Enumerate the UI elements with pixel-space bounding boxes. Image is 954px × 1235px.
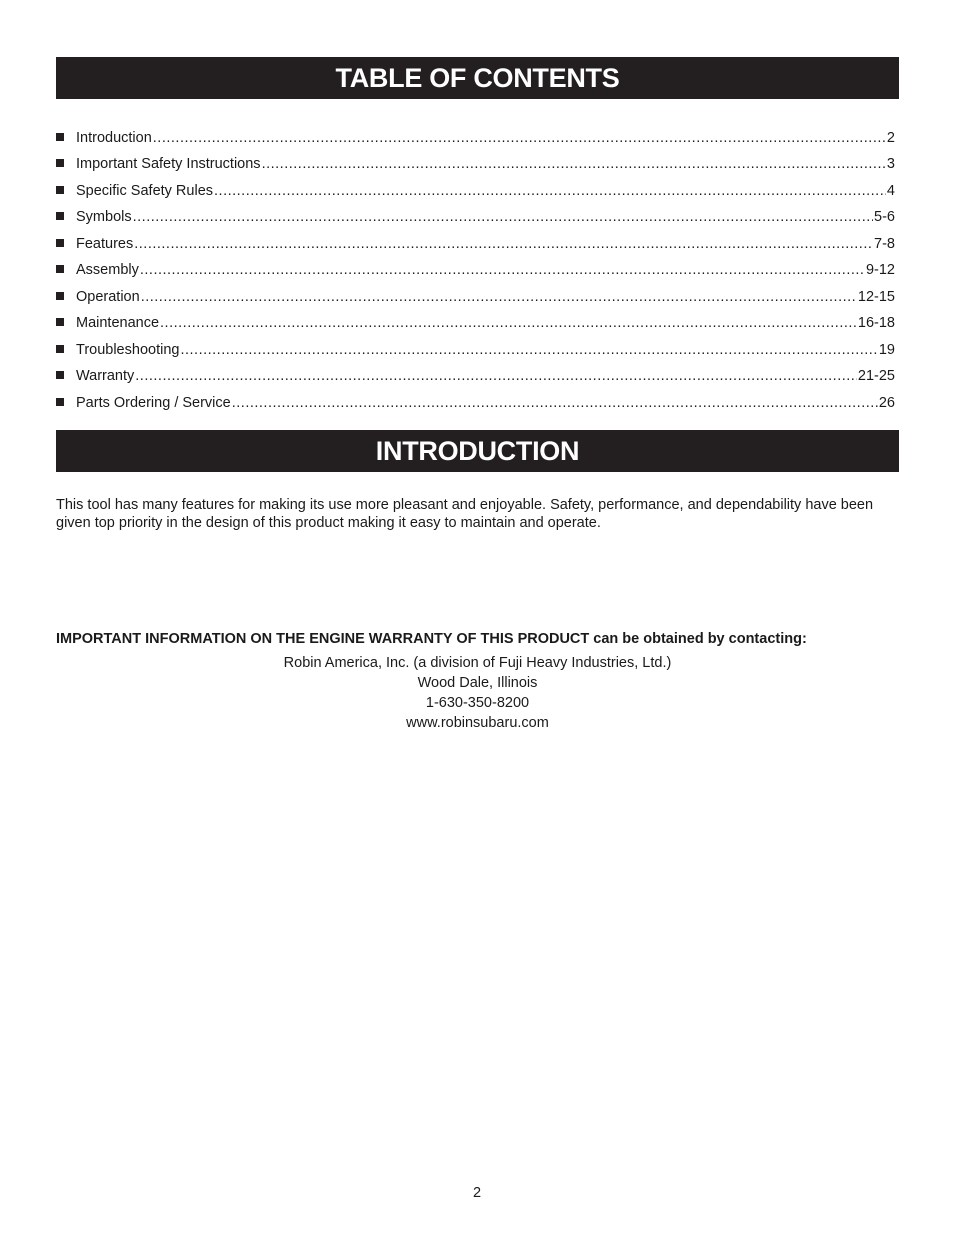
square-bullet-icon bbox=[56, 371, 64, 379]
toc-item-label: Specific Safety Rules bbox=[76, 182, 214, 199]
dot-leader bbox=[141, 289, 857, 305]
toc-item[interactable] bbox=[56, 384, 899, 411]
toc-item[interactable] bbox=[56, 358, 899, 385]
introduction-heading: INTRODUCTION bbox=[56, 430, 899, 472]
square-bullet-icon bbox=[56, 239, 64, 247]
dot-leader bbox=[160, 315, 857, 331]
toc-item[interactable] bbox=[56, 252, 899, 279]
toc-item[interactable] bbox=[56, 172, 899, 199]
square-bullet-icon bbox=[56, 159, 64, 167]
contact-company: Robin America, Inc. (a division of Fuji Heavy Industries, Ltd.) bbox=[283, 654, 672, 671]
toc-item[interactable] bbox=[56, 119, 899, 146]
dot-leader bbox=[180, 342, 877, 358]
engine-warranty-heading: IMPORTANT INFORMATION ON THE ENGINE WARRANTY OF THIS PRODUCT can be obtained by contacting: bbox=[56, 630, 807, 647]
contact-city: Wood Dale, Illinois bbox=[417, 674, 538, 691]
toc-item-page: 3 bbox=[886, 156, 895, 172]
contact-block bbox=[56, 653, 899, 733]
toc-item[interactable] bbox=[56, 331, 899, 358]
introduction-paragraph: This tool has many features for making its use more pleasant and enjoyable. Safety, performance, and dependability have been given top priority in the design of this product making it easy to maintain and operate. bbox=[56, 496, 874, 531]
toc-item-label: Maintenance bbox=[76, 315, 160, 331]
toc-item[interactable] bbox=[56, 278, 899, 305]
square-bullet-icon bbox=[56, 212, 64, 220]
toc-item-label: Introduction bbox=[76, 129, 152, 146]
toc-item-page: 26 bbox=[878, 394, 895, 411]
toc-item-label: Warranty bbox=[76, 368, 135, 384]
toc-item[interactable] bbox=[56, 199, 899, 226]
dot-leader bbox=[133, 209, 873, 225]
dot-leader bbox=[153, 130, 886, 146]
toc-item-page: 16-18 bbox=[857, 315, 895, 331]
square-bullet-icon bbox=[56, 318, 64, 326]
square-bullet-icon bbox=[56, 265, 64, 273]
dot-leader bbox=[214, 183, 886, 199]
toc-item-page: 7-8 bbox=[874, 235, 895, 252]
toc-item-label: Parts Ordering / Service bbox=[76, 394, 231, 411]
toc-item-label: Troubleshooting bbox=[76, 341, 180, 358]
toc-item-page: 5-6 bbox=[874, 209, 895, 225]
document-page bbox=[56, 57, 899, 733]
square-bullet-icon bbox=[56, 186, 64, 194]
toc-item-label: Features bbox=[76, 235, 134, 252]
toc-item[interactable] bbox=[56, 305, 899, 332]
contact-website[interactable]: www.robinsubaru.com bbox=[406, 714, 549, 731]
toc-list bbox=[56, 119, 899, 411]
square-bullet-icon bbox=[56, 133, 64, 141]
toc-item-page: 19 bbox=[878, 341, 895, 358]
page-number: 2 bbox=[472, 1185, 482, 1201]
toc-item-page: 2 bbox=[886, 129, 895, 146]
toc-item[interactable] bbox=[56, 146, 899, 173]
toc-item-label: Operation bbox=[76, 288, 140, 305]
toc-heading: TABLE OF CONTENTS bbox=[56, 57, 899, 99]
toc-item-page: 21-25 bbox=[857, 368, 895, 384]
toc-item-label: Important Safety Instructions bbox=[76, 156, 261, 172]
square-bullet-icon bbox=[56, 398, 64, 406]
contact-phone: 1-630-350-8200 bbox=[425, 694, 530, 711]
dot-leader bbox=[232, 395, 878, 411]
dot-leader bbox=[135, 368, 857, 384]
dot-leader bbox=[134, 236, 873, 252]
toc-item-page: 9-12 bbox=[865, 262, 895, 278]
toc-item-page: 12-15 bbox=[857, 288, 895, 305]
toc-item-label: Assembly bbox=[76, 262, 139, 278]
toc-item[interactable] bbox=[56, 225, 899, 252]
dot-leader bbox=[262, 156, 886, 172]
square-bullet-icon bbox=[56, 292, 64, 300]
toc-item-label: Symbols bbox=[76, 209, 132, 225]
toc-item-page: 4 bbox=[886, 182, 895, 199]
square-bullet-icon bbox=[56, 345, 64, 353]
dot-leader bbox=[140, 262, 865, 278]
